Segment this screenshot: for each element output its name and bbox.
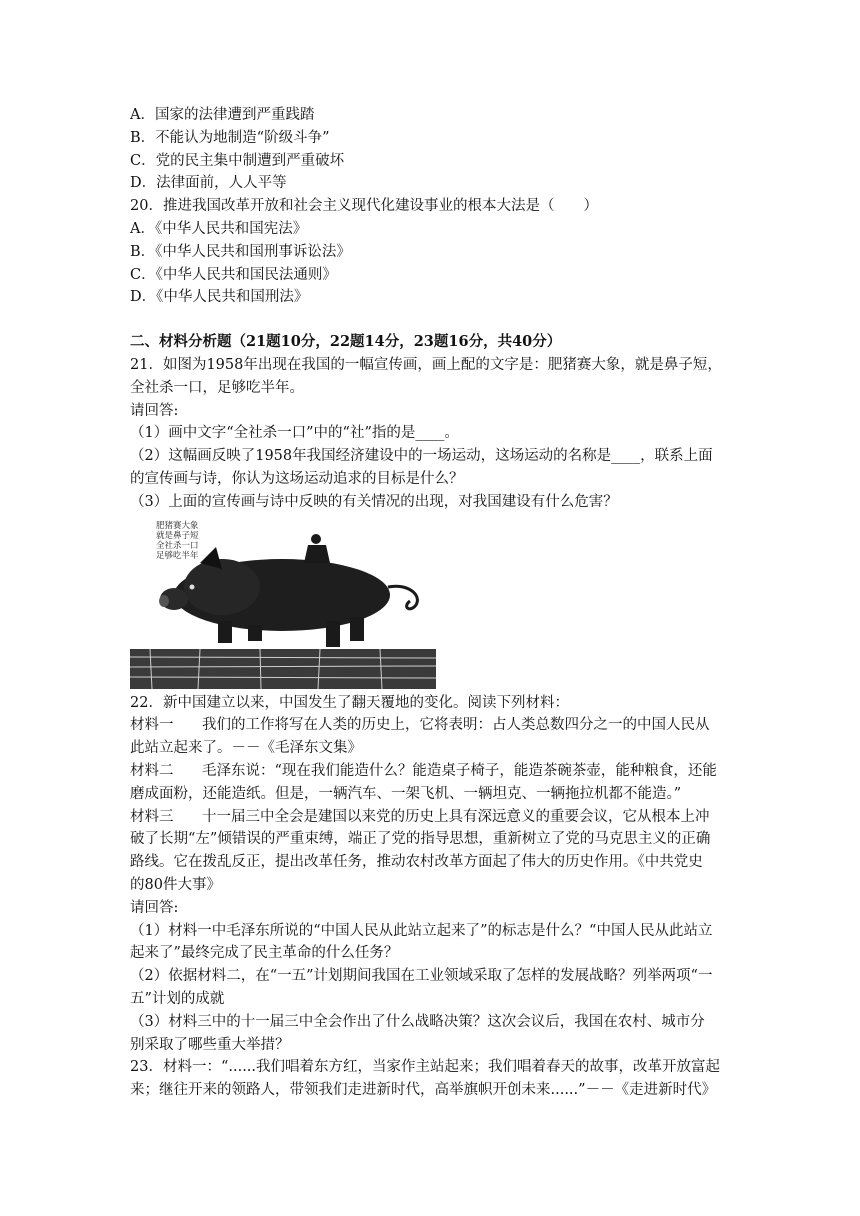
q22-stem: 22．新中国建立以来，中国发生了翻天覆地的变化。阅读下列材料： (130, 694, 569, 711)
q20-option-c: C．《中华人民共和国民法通则》 (130, 266, 337, 283)
q20-option-a: A．《中华人民共和国宪法》 (130, 220, 308, 237)
question-21 (130, 354, 730, 689)
q21-question-3: （3）上面的宣传画与诗中反映的有关情况的出现，对我国建设有什么危害？ (130, 493, 618, 510)
q22-question-2-cont: 五”计划的成就 (130, 990, 225, 1007)
inscription-line-2: 就是鼻子短 (156, 530, 199, 541)
q20-option-b: B．《中华人民共和国刑事诉讼法》 (130, 243, 351, 260)
question-22 (130, 692, 730, 1057)
q22-question-1-cont: 起来了”最终完成了民主革命的什么任务？ (130, 945, 399, 962)
q19-options (130, 104, 730, 195)
document-page (130, 104, 730, 1102)
q22-question-3: （3）材料三中的十一届三中全会作出了什么战略决策？这次会议后，我国在农村、城市分 (130, 1013, 705, 1030)
inscription-line-4: 足够吃半年 (156, 550, 199, 561)
q21-question-2-cont: 的宣传画与诗，你认为这场运动追求的目标是什么？ (130, 470, 464, 487)
q21-question-2: （2）这幅画反映了1958年我国经济建设中的一场运动，这场运动的名称是____，联系上面 (130, 448, 713, 465)
q22-question-2: （2）依据材料二，在“一五”计划期间我国在工业领域采取了怎样的发展战略？列举两项“一 (130, 968, 713, 985)
material-3-line-2: 破了长期“左”倾错误的严重束缚，端正了党的指导思想，重新树立了党的马克思主义的正确 (130, 831, 711, 848)
q23-line-2: 来；继往开来的领路人，带领我们走进新时代，高举旗帜开创未来......”－－《走进新时代》 (130, 1082, 717, 1099)
inscription-line-1: 肥猪赛大象 (156, 520, 199, 531)
material-1-line-2: 此站立起来了。－－《毛泽东文集》 (130, 740, 362, 757)
q21-stem-line-1: 21．如图为1958年出现在我国的一幅宣传画，画上配的文字是：肥猪赛大象，就是鼻子短， (130, 356, 722, 373)
q21-question-1: （1）画中文字“全社杀一口”中的“社”指的是____。 (130, 425, 459, 442)
q20-stem: 20．推进我国改革开放和社会主义现代化建设事业的根本大法是（ ） (130, 198, 598, 215)
material-2-text-1: 毛泽东说：“现在我们能造什么？能造桌子椅子，能造茶碗茶壶，能种粮食，还能 (202, 762, 717, 779)
material-1-line-1 (130, 714, 730, 737)
q23-line-1: 23．材料一：“......我们唱着东方红，当家作主站起来；我们唱着春天的故事，改革开放富起 (130, 1059, 721, 1076)
material-3-line-1 (130, 806, 730, 829)
q20-option-d: D．《中华人民共和国刑法》 (130, 289, 309, 306)
section-2-title: 二、材料分析题（21题10分，22题14分，23题16分，共40分） (130, 333, 562, 351)
material-1-text-1: 我们的工作将写在人类的历史上，它将表明：占人类总数四分之一的中国人民从 (202, 717, 710, 734)
q19-option-c: C．党的民主集中制遭到严重破坏 (130, 152, 345, 169)
material-2-label: 材料二 (130, 762, 174, 779)
inscription-line-3: 全社杀一口 (156, 540, 199, 551)
question-23 (130, 1056, 730, 1102)
material-3-line-3: 路线。它在拨乱反正，提出改革任务，推动农村改革方面起了伟大的历史作用。《中共党史 (130, 854, 703, 871)
material-2-line-2: 磨成面粉，还能造纸。但是，一辆汽车、一架飞机、一辆坦克、一辆拖拉机都不能造。” (130, 785, 682, 802)
material-1-label: 材料一 (130, 717, 174, 734)
q22-question-3-cont: 别采取了哪些重大举措？ (130, 1036, 290, 1053)
material-2-line-1 (130, 760, 730, 783)
q19-option-a: A．国家的法律遭到严重践踏 (130, 107, 315, 123)
propaganda-pig-image (130, 517, 436, 689)
q19-option-d: D．法律面前，人人平等 (130, 175, 287, 192)
q19-option-b: B．不能认为地制造“阶级斗争” (130, 129, 330, 146)
q21-stem-line-2: 全社杀一口，足够吃半年。 (130, 379, 304, 396)
q22-prompt: 请回答: (130, 899, 179, 916)
material-3-line-4: 的80件大事》 (130, 876, 221, 893)
material-3-text-1: 十一届三中全会是建国以来党的历史上具有深远意义的重要会议，它从根本上冲 (202, 808, 710, 825)
q21-prompt: 请回答: (130, 402, 179, 419)
image-inscription (156, 521, 199, 561)
section-gap (130, 309, 730, 331)
question-20 (130, 195, 730, 309)
q22-question-1: （1）材料一中毛泽东所说的“中国人民从此站立起来了”的标志是什么？“中国人民从此站立 (130, 922, 713, 939)
material-3-label: 材料三 (130, 808, 174, 825)
